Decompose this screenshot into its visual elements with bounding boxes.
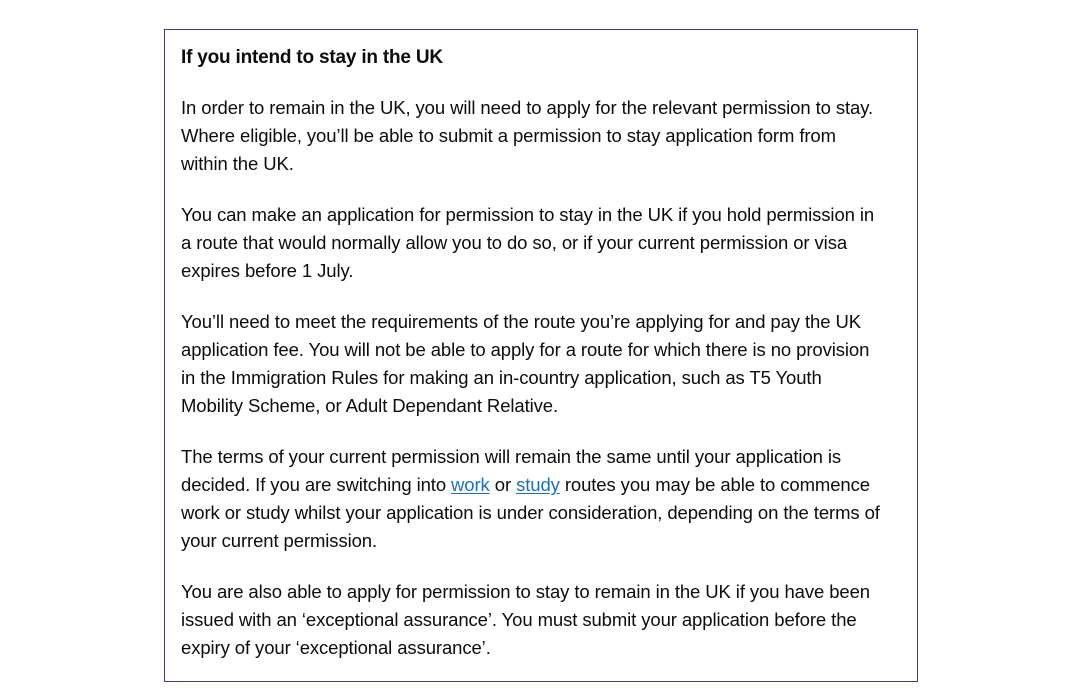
- paragraph-exceptional-assurance: You are also able to apply for permission to stay to remain in the UK if you have been issued with an ‘exceptional assurance’. You must submit your application before the expiry of your ‘exceptional assurance’.: [181, 581, 870, 658]
- paragraph-text: or: [489, 474, 517, 495]
- paragraph-eligibility: You can make an application for permission to stay in the UK if you hold permission in a route that would normally allow you to do so, or if your current permission or visa expires before 1 July.: [181, 204, 875, 281]
- paragraph-apply-permission: In order to remain in the UK, you will need to apply for the relevant permission to stay. Where eligible, you’ll be able to submit a permission to stay application form from within the UK.: [181, 97, 874, 174]
- study-link[interactable]: study: [516, 474, 560, 495]
- work-link[interactable]: work: [451, 474, 490, 495]
- paragraph-text: routes you may be able to commence work or study whilst your application is under consideration, depending on the terms of your current permission.: [181, 474, 880, 551]
- section-title: If you intend to stay in the UK: [181, 47, 443, 68]
- paragraph-text: The terms of your current permission will remain the same until your application is decided. If you are switching into: [181, 446, 842, 495]
- paragraph-requirements: You’ll need to meet the requirements of the route you’re applying for and pay the UK application fee. You will not be able to apply for a route for which there is no provision in the Immigration Rules for making an in-country application, such as T5 Youth Mobility Scheme, or Adult Dependant Relative.: [181, 311, 870, 416]
- paragraph-current-permission: [181, 443, 887, 555]
- info-box: [164, 29, 918, 682]
